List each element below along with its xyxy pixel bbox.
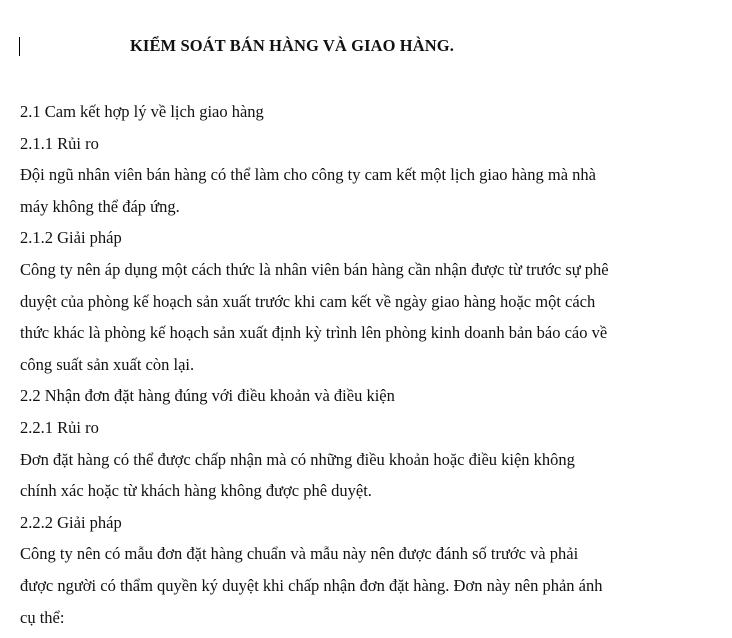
paragraph-line: Công ty nên áp dụng một cách thức là nhân viên bán hàng cần nhận được từ trước sự phê (20, 259, 609, 279)
paragraph-line: Đơn đặt hàng có thể được chấp nhận mà có những điều khoản hoặc điều kiện không (20, 449, 575, 469)
paragraph-line: cụ thể: (20, 607, 65, 627)
text-cursor (19, 37, 20, 56)
paragraph-line: Đội ngũ nhân viên bán hàng có thể làm cho công ty cam kết một lịch giao hàng mà nhà (20, 165, 596, 185)
document-body (20, 96, 720, 633)
paragraph-line: công suất sản xuất còn lại. (20, 354, 195, 374)
heading-2-1-1: 2.1.1 Rủi ro (20, 133, 99, 153)
heading-2-1: 2.1 Cam kết hợp lý về lịch giao hàng (20, 102, 264, 121)
paragraph-line: chính xác hoặc từ khách hàng không được phê duyệt. (20, 481, 372, 501)
heading-2-2: 2.2 Nhận đơn đặt hàng đúng với điều khoản và điều kiện (20, 386, 395, 406)
paragraph-line: Công ty nên có mẫu đơn đặt hàng chuẩn và mẫu này nên được đánh số trước và phải (20, 544, 579, 564)
heading-2-2-2: 2.2.2 Giải pháp (20, 512, 122, 532)
document-title: KIỂM SOÁT BÁN HÀNG VÀ GIAO HÀNG. (130, 36, 454, 55)
paragraph-line: thức khác là phòng kế hoạch sản xuất định kỳ trình lên phòng kinh doanh bản báo cáo về (20, 323, 608, 343)
paragraph-line: được người có thẩm quyền ký duyệt khi chấp nhận đơn đặt hàng. Đơn này nên phản ánh (20, 575, 603, 595)
heading-2-1-2: 2.1.2 Giải pháp (20, 228, 122, 248)
paragraph-line: duyệt của phòng kế hoạch sản xuất trước khi cam kết về ngày giao hàng hoặc một cách (20, 291, 596, 311)
heading-2-2-1: 2.2.1 Rủi ro (20, 417, 99, 437)
paragraph-line: máy không thể đáp ứng. (20, 196, 180, 216)
